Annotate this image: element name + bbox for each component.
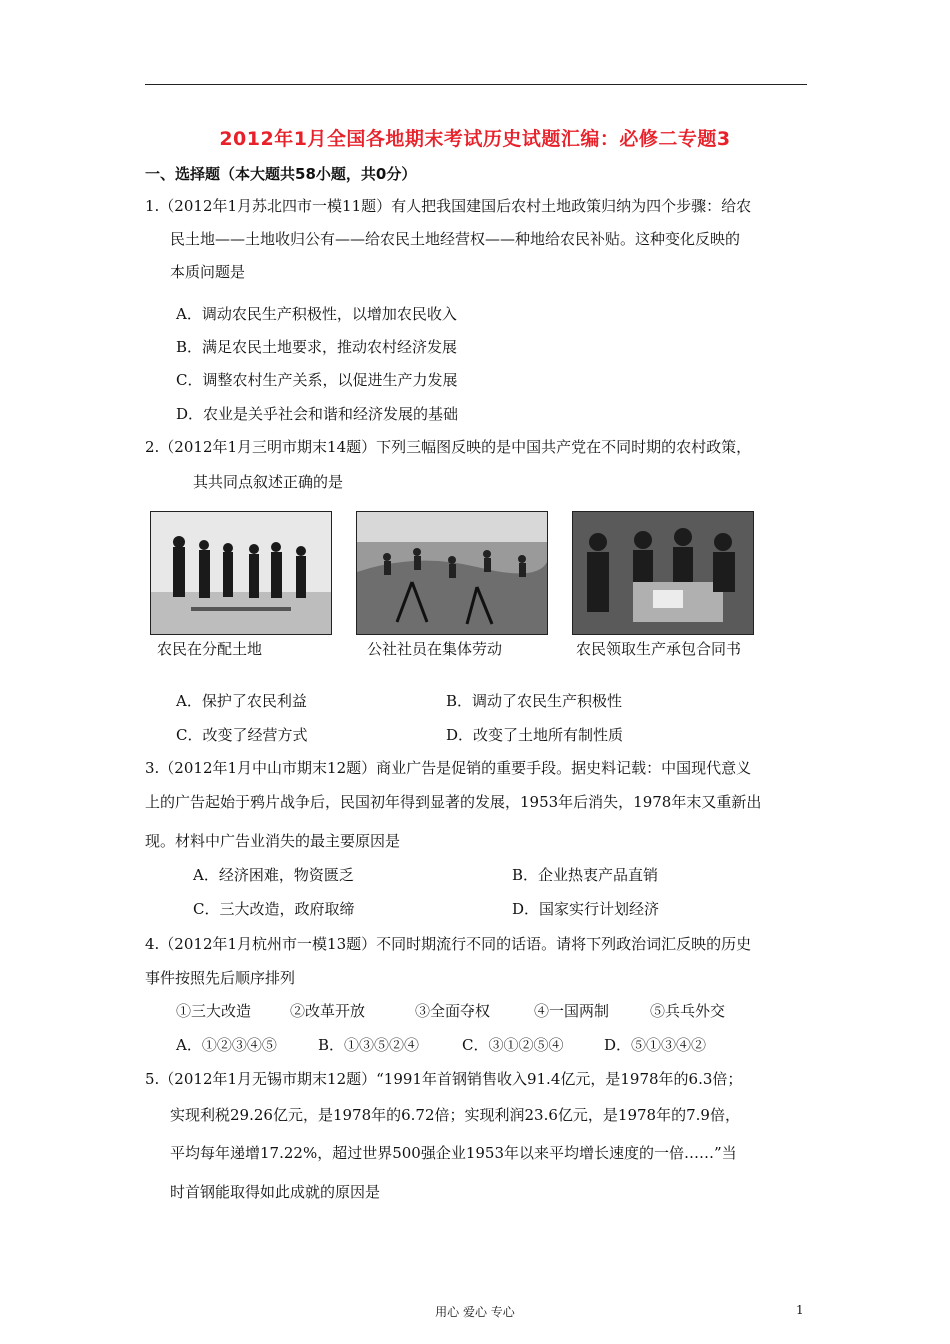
q4-item-1: ①三大改造 [176, 1002, 252, 1020]
q1-stem-line-3: 本质问题是 [170, 263, 246, 281]
caption-contract-signing: 农民领取生产承包合同书 [576, 640, 742, 658]
caption-land-distribution: 农民在分配土地 [157, 640, 263, 658]
q1-option-b: B．满足农民土地要求，推动农村经济发展 [176, 338, 458, 356]
photo-land-distribution [150, 511, 332, 635]
q5-stem-line-4: 时首钢能取得如此成就的原因是 [170, 1183, 381, 1201]
q1-stem-line-1: 1.（2012年1月苏北四市一模11题）有人把我国建国后农村土地政策归纳为四个步骤：给农 [145, 197, 752, 215]
q1-option-c: C．调整农村生产关系，以促进生产力发展 [176, 371, 458, 389]
q2-stem-line-1: 2.（2012年1月三明市期末14题）下列三幅图反映的是中国共产党在不同时期的农村政策， [145, 438, 752, 456]
photo-commune-labor [356, 511, 548, 635]
section-header: 一、选择题（本大题共58小题，共0分） [145, 165, 417, 183]
q4-option-a: A．①②③④⑤ [176, 1036, 277, 1054]
q2-option-c: C．改变了经营方式 [176, 726, 308, 744]
q2-option-a: A．保护了农民利益 [176, 692, 307, 710]
q1-option-a: A．调动农民生产积极性，以增加农民收入 [176, 305, 457, 323]
q4-item-2: ②改革开放 [290, 1002, 366, 1020]
page-title: 2012年1月全国各地期末考试历史试题汇编：必修二专题3 [219, 128, 731, 150]
q5-stem-line-2: 实现利税29.26亿元，是1978年的6.72倍；实现利润23.6亿元，是1978年的7.9倍， [170, 1106, 740, 1124]
q3-stem-line-2: 上的广告起始于鸦片战争后，民国初年得到显著的发展，1953年后消失，1978年末又重新出 [145, 793, 762, 811]
q2-stem-line-2: 其共同点叙述正确的是 [193, 473, 344, 491]
q3-option-b: B．企业热衷产品直销 [512, 866, 659, 884]
q3-stem-line-1: 3.（2012年1月中山市期末12题）商业广告是促销的重要手段。据史料记载：中国现代意义 [145, 759, 752, 777]
q4-option-d: D．⑤①③④② [604, 1036, 707, 1054]
q2-option-d: D．改变了土地所有制性质 [446, 726, 624, 744]
q5-stem-line-3: 平均每年递增17.22%，超过世界500强企业1953年以来平均增长速度的一倍……”当 [170, 1144, 737, 1162]
q4-option-b: B．①③⑤②④ [318, 1036, 420, 1054]
q4-item-4: ④一国两制 [534, 1002, 610, 1020]
photo-commune-labor-image [357, 512, 547, 634]
q5-stem-line-1: 5.（2012年1月无锡市期末12题）“1991年首钢销售收入91.4亿元，是1978年的6.3倍； [145, 1070, 743, 1088]
page-number: 1 [796, 1303, 804, 1317]
q4-item-5: ⑤兵乓外交 [650, 1002, 726, 1020]
page-footer: 用心 爱心 专心 [435, 1305, 515, 1319]
q3-stem-line-3: 现。材料中广告业消失的最主要原因是 [145, 832, 401, 850]
q1-stem-line-2: 民土地——土地收归公有——给农民土地经营权——种地给农民补贴。这种变化反映的 [170, 230, 741, 248]
caption-commune-labor: 公社社员在集体劳动 [367, 640, 503, 658]
q3-option-d: D．国家实行计划经济 [512, 900, 660, 918]
q1-option-d: D．农业是关乎社会和谐和经济发展的基础 [176, 405, 459, 423]
header-rule [145, 84, 807, 85]
q3-option-a: A．经济困难，物资匮乏 [193, 866, 354, 884]
q3-option-c: C．三大改造，政府取缔 [193, 900, 355, 918]
q4-stem-line-2: 事件按照先后顺序排列 [145, 969, 296, 987]
photo-contract-signing-image [573, 512, 753, 634]
photo-contract-signing [572, 511, 754, 635]
q4-option-c: C．③①②⑤④ [462, 1036, 564, 1054]
photo-land-distribution-image [151, 512, 331, 634]
q4-stem-line-1: 4.（2012年1月杭州市一模13题）不同时期流行不同的话语。请将下列政治词汇反映的历史 [145, 935, 752, 953]
q4-item-3: ③全面夺权 [415, 1002, 491, 1020]
q2-option-b: B．调动了农民生产积极性 [446, 692, 623, 710]
